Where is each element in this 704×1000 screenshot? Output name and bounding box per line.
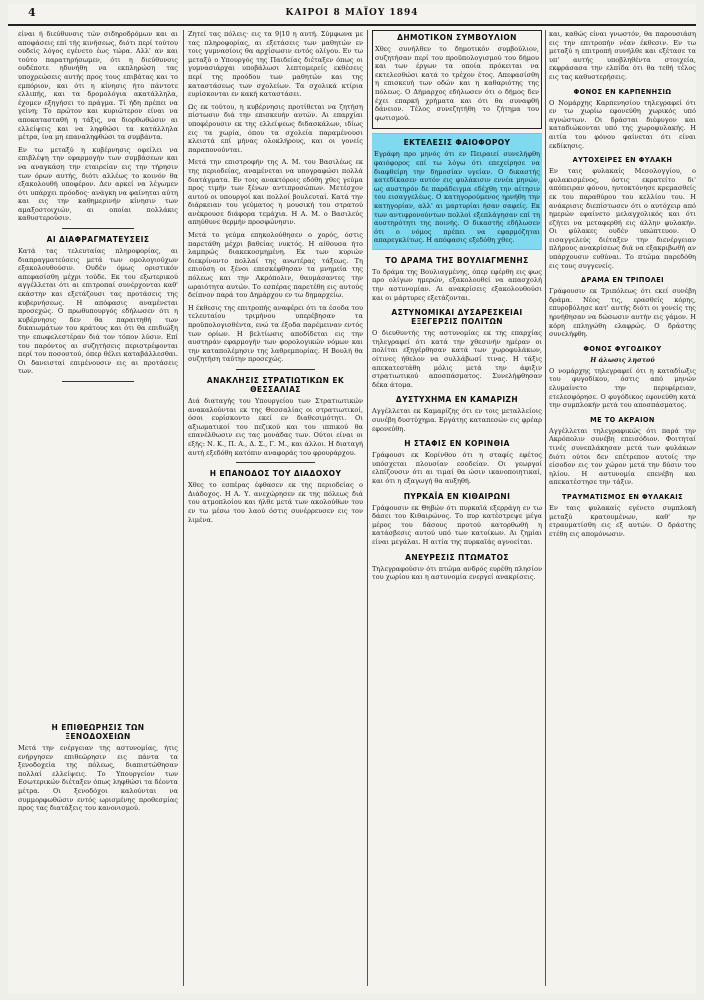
article-paragraph: Χθες το εσπέρας έφθασεν εκ της περιοδείας ο Διάδοχος. Η Α. Υ. ανεχώρησεν εκ της πόλεως διά του ατμοπλοίου και ήλθε μετά των ακολούθων του εν τω μέσω του λαού όστις συνέρρευσεν εις τον λιμένα. (188, 481, 363, 524)
article-heading: ΤΟ ΔΡΑΜΑ ΤΗΣ ΒΟΥΛΙΑΓΜΕΝΗΣ (385, 255, 529, 265)
article-paragraph: Χθες συνήλθεν το δημοτικόν συμβούλιον, συζητήσαν περί του προϋπολογισμού του δήμου και των έργων τα οποία πρόκειται να εκτελεσθώσι κατά το τρέχον έτος. Απεφασίσθη η επισκευή των οδών και η καθαριότης της πόλεως. Ο Δήμαρχος εδήλωσεν ότι ο δήμος δεν έχει επαρκή χρήματα και ότι θα συναφθή δάνειον. Τέλος συνεζητήθη το ζήτημα του φωτισμού. (375, 45, 539, 122)
page-number: 4 (28, 6, 36, 19)
article-heading: ΑΝΕΥΡΕΣΙΣ ΠΤΩΜΑΤΟΣ (405, 552, 509, 562)
article-heading: ΔΗΜΟΤΙΚΟΝ ΣΥΜΒΟΥΛΙΟΝ (397, 33, 517, 42)
newspaper-page (8, 4, 696, 994)
divider (236, 462, 315, 463)
article-paragraph: Γράφουσιν εκ Θηβών ότι πυρκαϊά εξερράγη εν τω δάσει του Κιθαιρώνος. Το πυρ κατέστρεψε μέγα μέρος του δάσους προτού κατορθωθή η κατάσβεσις αυτού υπό των κατοίκων. Αι ζημίαι είναι μεγάλαι. Η αιτία της πυρκαϊάς αγνοείται. (372, 503, 542, 546)
article-heading: ΜΕ ΤΟ ΑΚΡΑΙΟΝ (590, 415, 655, 424)
blank-space (18, 387, 178, 717)
article-heading: Η ΕΠΙΘΕΩΡΗΣΙΣ ΤΩΝ ΞΕΝΟΔΟΧΕΙΩΝ (51, 722, 145, 741)
column-rule (183, 30, 184, 986)
highlighted-article (372, 133, 542, 250)
article-heading: ΑΝΑΚΛΗΣΙΣ ΣΤΡΑΤΙΩΤΙΚΩΝ ΕΚ ΘΕΣΣΑΛΙΑΣ (206, 375, 345, 394)
article-heading: ΔΡΑΜΑ ΕΝ ΤΡΙΠΟΛΕΙ (580, 276, 665, 285)
article-heading: ΦΟΝΟΣ ΦΥΓΟΔΙΚΟΥ (583, 344, 662, 353)
article-paragraph: Ως εκ τούτου, η κυβέρνησις προτίθεται να ζητήση πίστωσιν διά την επισκευήν αυτών. Αι επαρχίαι υποφέρουσιν εκ της ελλείψεως διδασκάλων, ιδίως εις τα χωρία, όπου τα σχολεία παραμένουσι κλειστά επί μήνας ολοκλήρους, και οι γονείς παραπονούνται. (188, 102, 363, 154)
article-paragraph: Ο Νομάρχης Καρπενησίου τηλεγραφεί ότι εν τω χωρίω εφονεύθη χωρικός υπό αγνώστων. Οι δράσται διέφυγον και καταδιώκονται υπό της χωροφυλακής. Η αιτία του φόνου φαίνεται ότι είναι εκδίκησις. (549, 98, 696, 150)
article-paragraph: και, καθώς είναι γνωστόν, θα παρουσιάση εις την επιτροπήν νέαν έκθεσιν. Εν τω μεταξύ η επιτροπή συνήλθε και εξέτασε τα υπ' αυτής υποβληθέντα στοιχεία, εκφράσασα την ελπίδα ότι θα τεθή τέλος εις τας καθυστερήσεις. (549, 30, 696, 81)
article-heading: ΕΚΤΕΛΕΣΙΣ ΦΑΙΟΦΟΡΟΥ (403, 138, 511, 148)
article-heading: ΑΙ ΔΙΑΦΡΑΓΜΑΤΕΥΣΕΙΣ (46, 235, 150, 245)
divider (62, 228, 134, 229)
article-paragraph: Εν ταις φυλακαίς εγένετο συμπλοκή μεταξύ κρατουμένων, καθ' ην ετραυματίσθη εις εξ αυτών. Ο δράστης ετέθη εις απομόνωσιν. (549, 503, 696, 538)
column-1 (18, 30, 178, 986)
article-paragraph: Αγγέλλεται τηλεγραφικώς ότι παρά την Ακρόπολιν συνέβη επεισόδιον. Φοιτηταί τινές συνεπλάκησαν μετά των φυλάκων διότι ούτοι δεν επέτρεπον αυτοίς την είσοδον εις τον χώρον μετά την δύσιν του ηλίου. Η αστυνομία επενέβη και απεκατέστησε την τάξιν. (549, 426, 696, 487)
column-2 (188, 30, 363, 986)
article-paragraph: Εν ταις φυλακαίς Μεσολογγίου, ο φυλακισμένος, όστις εκρατείτο δι' απόπειραν φόνου, ηυτοκτόνησε κρεμασθείς εκ του παραθύρου του κελλίου του. Η ανάκρισις διεπίστωσεν ότι ο αυτόχειρ από ημερών εφαίνετο μελαγχολικός και ότι εζήτει να μεταφερθή εις άλλην φυλακήν. Οι φύλακες ουδέν υπώπτευον. Ο εισαγγελεύς διέταξεν την διενέργειαν πλήρους ανακρίσεως διά να εξακριβωθή αν υπάρχουσιν ευθύναι. Το πτώμα παρεδόθη εις τους συγγενείς. (549, 167, 696, 270)
article-paragraph: Ο νομάρχης τηλεγραφεί ότι η καταδίωξις του φυγοδίκου, όστις από μηνών ελυμαίνετο την περιφέρειαν, ετελεσφόρησε. Ο φυγόδικος εφονεύθη κατά την συμπλοκήν μετά του αποσπάσματος. (549, 366, 696, 410)
column-rule (367, 30, 368, 986)
article-paragraph: Διά διαταγής του Υπουργείου των Στρατιωτικών ανακαλούνται εκ της Θεσσαλίας οι στρατιωτικοί, όσοι ευρίσκοντο εκεί εν διαθεσιμότητι. Οι αξιωματικοί του πεζικού και του ιππικού θα επανέλθωσιν εις τας μονάδας των. Ούτοι είναι οι εξής: Ν. Κ., Π. Α., Δ. Σ., Γ. Μ., και άλλοι. Η διαταγή αυτή εξεδόθη κατόπιν αναφοράς του φρουράρχου. (188, 396, 363, 457)
divider (62, 381, 134, 382)
article-paragraph: Το δράμα της Βουλιαγμένης, όπερ εφέρθη εις φως προ ολίγων ημερών, εξακολουθεί να απασχολή την αστυνομίαν. Αι ανακρίσεις εξακολουθούσι και οι μάρτυρες εξετάζονται. (372, 267, 542, 302)
article-paragraph: Μετά το γεύμα επηκολούθησεν ο χορός, όστις παρετάθη μέχρι βαθείας νυκτός. Η αίθουσα ήτο λαμπρώς διακεκοσμημένη. Εκ των κυριών διεκρίνοντο πολλαί της ανωτέρας τάξεως. Τη επιούση οι ξένοι επεσκέφθησαν τα μνημεία της πόλεως και την Ακρόπολιν, θαυμάσαντες την ωραιότητα αυτών. Το εσπέρας παρετέθη εις αυτούς δείπνον παρά του Δημάρχου εν τω δημαρχείω. (188, 231, 363, 300)
article-heading: ΑΥΤΟΧΕΙΡΕΣ ΕΝ ΦΥΛΑΚΗ (572, 156, 673, 165)
masthead: ΚΑΙΡΟΙ 8 ΜΑΪΟΥ 1894 (285, 8, 419, 18)
article-subheading: Η άλωσις ληστού (590, 355, 655, 364)
article-heading: ΔΥΣΤΥΧΗΜΑ ΕΝ ΚΑΜΑΡΙΖΗ (395, 395, 519, 405)
article-paragraph: Ο διευθυντής της αστυνομίας εκ της επαρχίας τηλεγραφεί ότι κατά την χθεσινήν ημέραν οι πολίται εξηγέρθησαν κατά των χωροφυλάκων, οίτινες ήθελον να συλλάβωσί τινας. Η τάξις απεκατεστάθη μόλις μετά την άφιξιν στρατιωτικού αποσπάσματος. Συνελήφθησαν δέκα άτομα. (372, 329, 542, 389)
page-header (8, 4, 696, 26)
article-paragraph: Εγράφη προ μηνός ότι εν Πειραιεί συνελήφθη φαιόφορος επί τω λόγω ότι επεχείρησε να διαφθείρη την δημοσίαν υγείαν. Ο δικαστής κατεδίκασεν αυτόν εις φυλάκισιν εννέα μηνών, ως αυστηρόν δε παράδειγμα εδέχθη την αίτησιν του εισαγγελέως. Ο κατηγορούμενος ηρνήθη την κατηγορίαν, αλλ' αι μαρτυρίαι ήσαν σαφείς. Εκ των αντιφρονούντων πολλοί εξεπλάγησαν επί τη αυστηρότητι της ποινής. Ο δικαστής εδήλωσεν ότι ο νόμος πρέπει να εφαρμόζηται απαρεγκλίτως. Η απόφασις εξεδόθη χθες. (374, 150, 540, 245)
article-paragraph: Τηλεγραφούσιν ότι πτώμα ανδρός ευρέθη πλησίον του χωρίου και η αστυνομία ενεργεί ανακρίσεις. (372, 564, 542, 582)
article-paragraph: είναι ή διεύθυνσις τών σιδηροδρόμων και αι αποφάσεις επί τής κινήσεως, διότι περί τούτου ουδείς λόγος εγένετο έως τώρα. Αλλ' αν και τούτο παρατηρήσωμεν, ότι η διεύθυνσις ουδέποτε ηδυνήθη να εκπληρώση τας υποχρεώσεις αυτής προς τους επιβάτας και το εμπόριον, και ότι η κίνησις ήτο πάντοτε ελλιπής, και τα δρομολόγια ακατάλληλα, έχομεν εξηγήσει το πράγμα. Τί ήδη πρέπει να γείνη; Το πρώτον και κυριώτερον είναι να αποκατασταθή η τάξις, να διορθωθώσιν αι ελλείψεις και να ληφθώσι τα κατάλληλα μέτρα, ίνα μη επαναληφθώσι τα συμβάντα. (18, 30, 178, 142)
article-heading: ΠΥΡΚΑΪΑ ΕΝ ΚΙΘΑΙΡΩΝΙ (403, 491, 511, 501)
article-heading: ΤΡΑΥΜΑΤΙΣΜΟΣ ΕΝ ΦΥΛΑΚΑΙΣ (562, 492, 683, 501)
divider (236, 369, 315, 370)
article-paragraph: Κατά τας τελευταίας πληροφορίας, αι διαπραγματεύσεις μετά των ομολογιούχων εξακολουθούσιν. Ουδέν όμως οριστικόν απεφασίσθη μέχρι τούδε. Εκ του εξωτερικού αγγέλλεται ότι αι επιτροπαί συνέρχονται καθ' εκάστην και εξετάζουσι τας προτάσεις της κυβερνήσεως. Η απόφασις αναμένεται προσεχώς. Ο πρωθυπουργός εδήλωσεν ότι η κυβέρνησις δεν θα παραιτηθή των δικαιωμάτων του κράτους και ότι θα επιδιώξη την επωφελεστέραν διά τον τόπον λύσιν. Επί του παρόντος αι συζητήσεις περιστρέφονται περί του ποσοστού, όπερ θέλει καταβάλλεσθαι. Οι δανεισταί επιμένουσιν εις αι προτάσεις των. (18, 247, 178, 376)
article-paragraph: Γράφουσιν εκ Τριπόλεως ότι εκεί συνέβη δράμα. Νέος τις, ερασθείς κόρης, επυροβόλησε κατ' αυτής διότι οι γονείς της ηρνήθησαν να δώσωσιν αυτήν εις γάμον. Η κόρη επληγώθη ελαφρώς. Ο δράστης συνελήφθη. (549, 287, 696, 339)
article-paragraph: Μετά την επιστροφήν της Α. Μ. του Βασιλέως εκ της περιοδείας, αναμένεται να υπογραφώσι πολλά διατάγματα. Εν τοις ανακτόροις εδόθη χθες γεύμα προς τιμήν των ξένων αντιπροσώπων. Μετέσχον αυτού οι υπουργοί και πολλοί βουλευταί. Κατά την διάρκειαν του γεύματος η μουσική του στρατού ανέκρουσε διάφορα τεμάχια. Η Α. Μ. ο Βασιλεύς απηύθυνε θερμήν προσφώνησιν. (188, 158, 363, 227)
article-paragraph: Μετά την ενέργειαν της αστυνομίας, ήτις ενήργησεν επιθεώρησιν εις πάντα τα ξενοδοχεία της πόλεως, διαπιστώθησαν πολλαί ελλείψεις. Το Υπουργείον των Εσωτερικών διέταξεν όπως ληφθώσι τα δέοντα μέτρα. Οι ξενοδόχοι καλούνται να συμμορφωθώσιν εντός ωρισμένης προθεσμίας προς τας διατάξεις του κανονισμού. (18, 743, 178, 813)
article-box (372, 30, 542, 129)
column-3 (372, 30, 542, 986)
article-heading: ΦΟΝΟΣ ΕΝ ΚΑΡΠΕΝΗΣΙΩ (573, 87, 672, 96)
article-heading: ΑΣΤΥΝΟΜΙΚΑΙ ΔΥΣΑΡΕΣΚΕΙΑΙ ΕΞΕΓΕΡΣΙΣ ΠΟΛΙΤΩΝ (391, 308, 523, 327)
column-rule (545, 30, 546, 986)
article-paragraph: Γράφουσι εκ Κορίνθου ότι η σταφίς εφέτος υπόσχεται πλουσίαν εσοδείαν. Οι γεωργοί ελπίζουσιν ότι αι τιμαί θα ώσιν ικανοποιητικαί, και ότι η εξαγωγή θα αυξηθή. (372, 451, 542, 485)
article-heading: Η ΕΠΑΝΟΔΟΣ ΤΟΥ ΔΙΑΔΟΧΟΥ (209, 469, 342, 479)
article-paragraph: Εν τω μεταξύ η κυβέρνησις οφείλει να επιβλέψη την εφαρμογήν των συμβάσεων και να αναγκάση την εταιρείαν εις την τήρησιν των όρων αυτής, διότι αλλέως το κοινόν θα εξακολουθή υποφέρον. Δεν αρκεί να λέγωμεν ότι υπάρχει πρόοδος· ανάγκη να φαίνηται αύτη και εις την καθημερινήν κίνησιν των αμαξοστοιχιών, αι οποίαι πολλάκις καθυστερούσιν. (18, 145, 178, 223)
article-heading: Η ΣΤΑΦΙΣ ΕΝ ΚΟΡΙΝΘΙΑ (404, 439, 510, 449)
article-paragraph: Αγγέλλεται εκ Καμαρίζης ότι εν τοις μεταλλείοις συνέβη δυστύχημα. Εργάτης καταπεσών εις φρέαρ εφονεύθη. (372, 407, 542, 433)
article-paragraph: Η έκθεσις της επιτροπής αναφέρει ότι τα έσοδα του τελευταίου τριμήνου υπερέβησαν τα προϋπολογισθέντα, ενώ τα έξοδα παρέμειναν εντός των ορίων. Η βελτίωσις αποδίδεται εις την αυστηράν εφαρμογήν των φορολογικών νόμων και την καταπολέμησιν της λαθρεμπορίας. Η Βουλή θα συζητήση ταύτην προσεχώς. (188, 303, 363, 364)
column-4 (549, 30, 696, 986)
article-paragraph: Ζητεί τας πόλεις· εις τα 9|10 η αυτή. Σύμφωνα με τας πληροφορίας, αι εξετάσεις των μαθητών εν τοις γυμνασίοις θα αρχίσωσιν εντός ολίγου. Εν τω μεταξύ ο Υπουργός της Παιδείας διέταξεν όπως οι γυμνασιάρχαι υποβάλωσι λεπτομερείς εκθέσεις περί της προόδου των μαθητών και της καταστάσεως των σχολείων. Τα σχολικά κτίρια ευρίσκονται εν κακή καταστάσει. (188, 30, 363, 99)
